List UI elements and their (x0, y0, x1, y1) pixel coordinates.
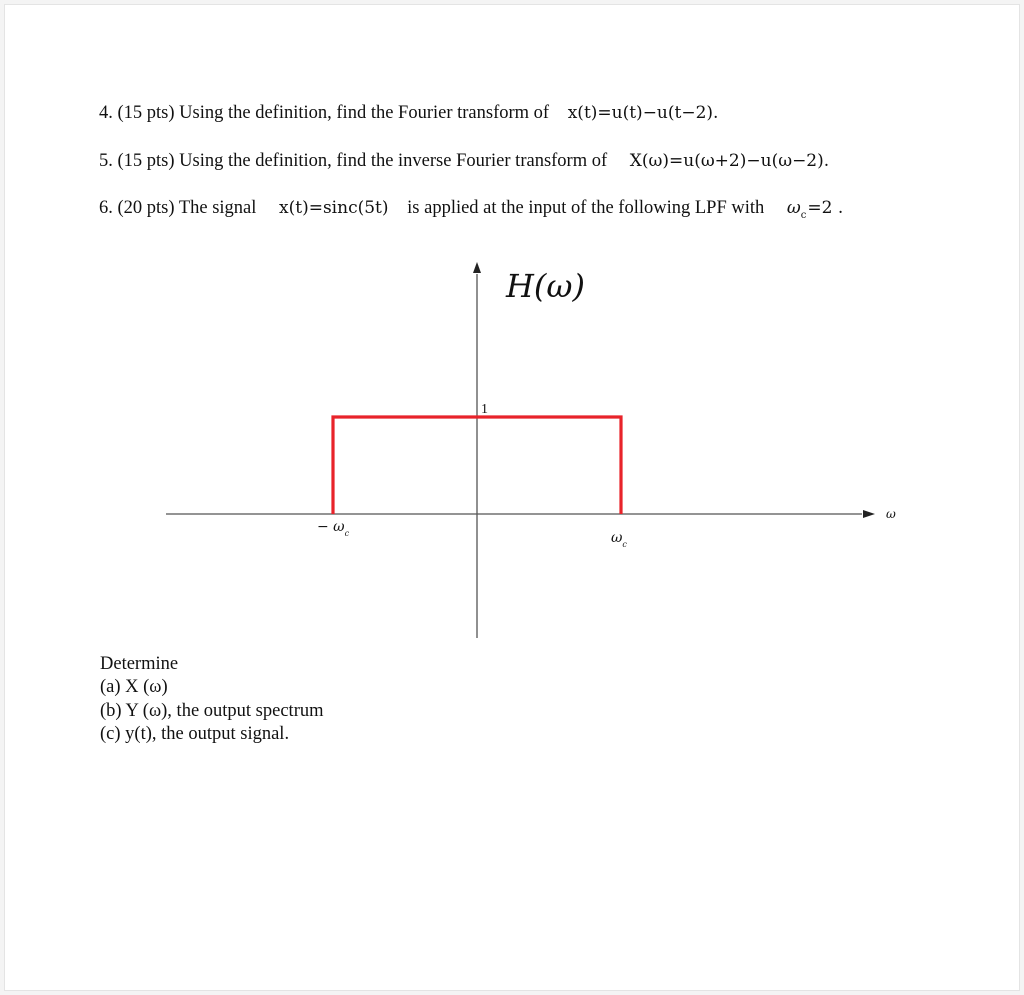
x-axis-label: ω (886, 507, 896, 521)
determine-part-c: (c) y(t), the output signal. (100, 724, 290, 744)
problem-5-text: 5. (15 pts) Using the definition, find the inverse Fourier transform of (99, 151, 608, 171)
tick-label-neg-wc (317, 519, 350, 538)
tick-label-wc-sub: c (622, 540, 627, 549)
cutoff-subscript: c (800, 210, 807, 221)
determine-heading: Determine (100, 654, 179, 674)
cutoff-omega: ω (786, 198, 801, 218)
problem-6-signal-equation: x(t)=sinc(5t) (279, 198, 389, 218)
tick-label-neg-wc-sub: c (344, 529, 350, 538)
plot-title: H(ω) (506, 267, 585, 305)
problem-5-equation: X(ω)=u(ω+2)−u(ω−2). (629, 151, 830, 171)
tick-label-wc-main: ω (611, 530, 623, 546)
x-axis-arrowhead (863, 510, 875, 518)
problem-4-equation: x(t)=u(t)−u(t−2). (567, 103, 719, 123)
tick-label-neg-wc-main: − ω (317, 519, 345, 535)
cutoff-value: =2 . (807, 198, 844, 218)
level-label-1: 1 (481, 402, 488, 417)
problem-6-text-mid: is applied at the input of the following LPF with (407, 198, 765, 218)
tick-label-wc (611, 530, 627, 549)
problem-6-text-start: 6. (20 pts) The signal (99, 198, 257, 218)
determine-part-a: (a) X (ω) (100, 677, 168, 697)
y-axis-arrowhead (473, 262, 481, 273)
problem-4-text: 4. (15 pts) Using the definition, find the Fourier transform of (99, 103, 550, 123)
determine-part-b: (b) Y (ω), the output spectrum (100, 701, 324, 721)
